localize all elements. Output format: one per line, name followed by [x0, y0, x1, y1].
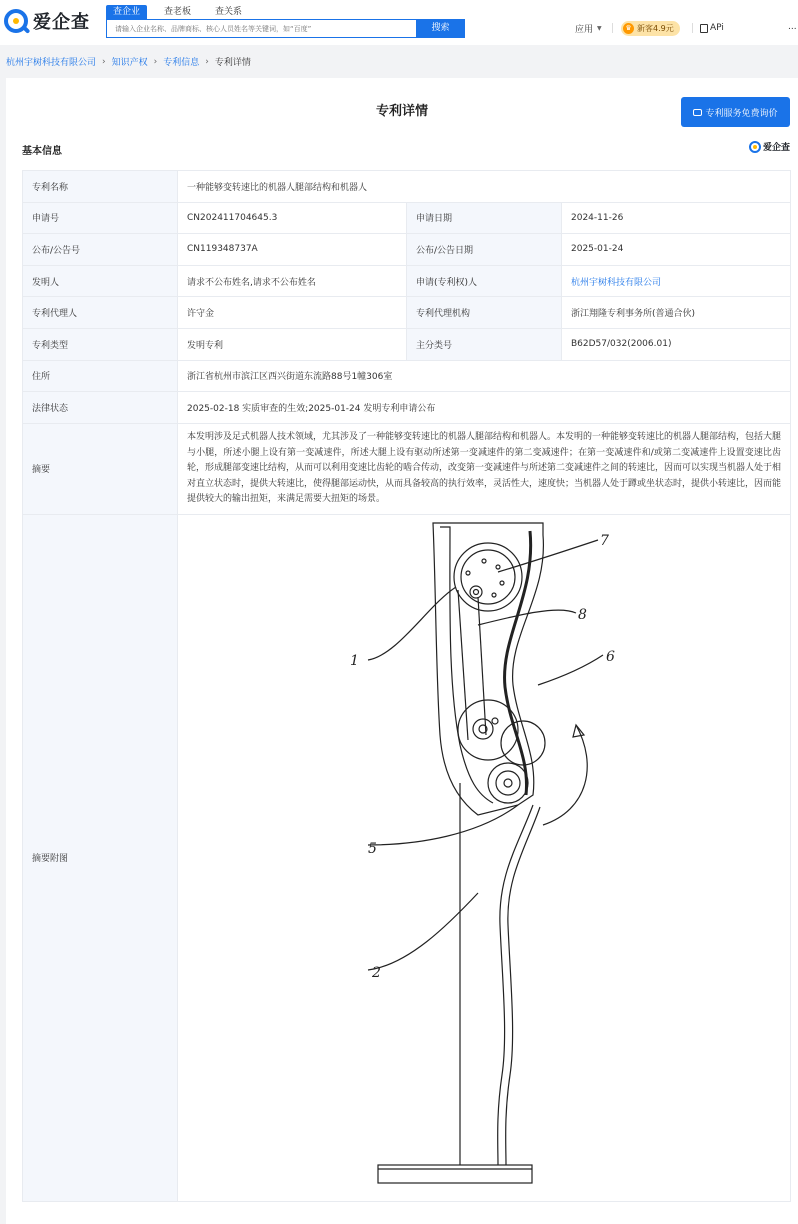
applicant-link[interactable]: 杭州宇树科技有限公司	[571, 277, 662, 288]
search-input[interactable]	[107, 20, 416, 37]
more-menu[interactable]: ...	[788, 22, 797, 32]
api-label: APi	[710, 23, 724, 33]
type-label: 专利类型	[23, 328, 178, 360]
abstract-text: 本发明涉及足式机器人技术领域，尤其涉及了一种能够变转速比的机器人腿部结构和机器人。本发明的一种能够变转速比的机器人腿部结构，包括大腿与小腿，所述小腿上设有第一变减速件，所述大腿上设有驱动所述第一变减速件的第二变减速件；在第一变减速件和/或第二变减速件上设置变速比齿轮，形成腿部变速比结构，从而可以利用变速比齿轮的啮合传动，改变第一变减速件与所述第二变减速件之间的转速比，因而可以实现当机器人处于相对直立状态时，提供大转速比，使得腿部运动快，从而具备较高的执行效率，灵活性大，速度快；当机器人处于蹲或坐状态时，提供小转速比，因而能提供较大的输出扭矩，来满足需要大扭矩的场景。	[187, 432, 782, 504]
inventor: 请求不公布姓名,请求不公布姓名	[178, 265, 407, 297]
figure-label-2: 2	[372, 964, 381, 981]
figure-label-8: 8	[578, 606, 587, 623]
app-menu-label: 应用	[575, 24, 594, 35]
figure-label-5: 5	[368, 840, 377, 857]
logo-text: 爱企查	[33, 12, 90, 33]
applicant-label: 申请(专利权)人	[407, 265, 562, 297]
table-row	[23, 202, 791, 234]
consult-button[interactable]	[681, 97, 790, 127]
pub-no-label: 公布/公告号	[23, 234, 178, 266]
legal-label: 法律状态	[23, 392, 178, 424]
api-icon	[700, 24, 708, 33]
divider	[612, 23, 613, 33]
logo-icon	[749, 141, 761, 153]
pub-date-label: 公布/公告日期	[407, 234, 562, 266]
abstract-figure	[178, 514, 791, 1201]
patent-type: 发明专利	[178, 328, 407, 360]
legal-status: 2025-02-18 实质审查的生效;2025-01-24 发明专利申请公布	[178, 392, 791, 424]
app-date-label: 申请日期	[407, 202, 562, 234]
breadcrumb-patent-info[interactable]: 专利信息	[163, 58, 200, 68]
section-title: 基本信息	[22, 146, 62, 157]
search-button[interactable]: 搜索	[416, 19, 465, 38]
patent-drawing	[178, 515, 790, 1201]
abstract-label: 摘要	[23, 423, 178, 514]
pub-date: 2025-01-24	[562, 234, 791, 266]
table-row	[23, 514, 791, 1201]
search-tabs	[106, 5, 259, 19]
figure-label-1: 1	[350, 652, 359, 669]
tab-relation[interactable]: 查关系	[215, 7, 243, 17]
chevron-right-icon: ›	[153, 56, 158, 67]
tab-company[interactable]: 查企业	[106, 5, 147, 19]
table-row	[23, 360, 791, 392]
table-row	[23, 265, 791, 297]
patent-info-table	[22, 170, 791, 1202]
logo[interactable]	[4, 7, 90, 35]
agency: 浙江翔隆专利事务所(普通合伙)	[562, 297, 791, 329]
logo-icon	[4, 9, 28, 33]
chevron-down-icon: ▼	[597, 24, 602, 32]
address: 浙江省杭州市滨江区西兴街道东流路88号1幢306室	[178, 360, 791, 392]
breadcrumb-ip[interactable]: 知识产权	[111, 58, 148, 68]
divider	[692, 23, 693, 33]
address-label: 住所	[23, 360, 178, 392]
table-row	[23, 234, 791, 266]
table-row	[23, 392, 791, 424]
brand-watermark	[749, 140, 790, 153]
vip-label: 新客4.9元	[637, 23, 674, 33]
agent: 许守金	[178, 297, 407, 329]
page-title: 专利详情	[375, 104, 428, 119]
table-row	[23, 171, 791, 203]
breadcrumb-current: 专利详情	[214, 58, 251, 68]
pub-no: CN119348737A	[178, 234, 407, 266]
app-no: CN202411704645.3	[178, 202, 407, 234]
inventor-label: 发明人	[23, 265, 178, 297]
consult-button-label: 专利服务免费询价	[705, 108, 778, 119]
agent-label: 专利代理人	[23, 297, 178, 329]
search-box	[106, 19, 417, 38]
crown-icon: ♛	[623, 23, 634, 34]
table-row	[23, 328, 791, 360]
figure-label-6: 6	[606, 648, 615, 665]
chat-icon	[693, 109, 702, 116]
chevron-right-icon: ›	[205, 56, 209, 67]
chevron-right-icon: ›	[102, 56, 106, 67]
api-link[interactable]	[700, 20, 724, 36]
breadcrumb-company[interactable]: 杭州宇树科技有限公司	[6, 58, 97, 68]
agency-label: 专利代理机构	[407, 297, 562, 329]
vip-badge	[621, 21, 680, 36]
vip-promo[interactable]	[621, 20, 680, 36]
patent-detail-card	[6, 78, 798, 1224]
app-no-label: 申请号	[23, 202, 178, 234]
app-menu[interactable]	[575, 20, 602, 36]
ipc-label: 主分类号	[407, 328, 562, 360]
top-header	[0, 0, 798, 45]
brand-text: 爱企查	[763, 143, 791, 153]
ipc: B62D57/032(2006.01)	[562, 328, 791, 360]
table-row	[23, 423, 791, 514]
breadcrumb	[6, 55, 251, 68]
figure-label: 摘要附图	[23, 514, 178, 1201]
app-date: 2024-11-26	[562, 202, 791, 234]
patent-name-label: 专利名称	[23, 171, 178, 203]
table-row	[23, 297, 791, 329]
tab-boss[interactable]: 查老板	[164, 7, 192, 17]
patent-name: 一种能够变转速比的机器人腿部结构和机器人	[178, 171, 791, 203]
figure-label-7: 7	[600, 532, 609, 549]
